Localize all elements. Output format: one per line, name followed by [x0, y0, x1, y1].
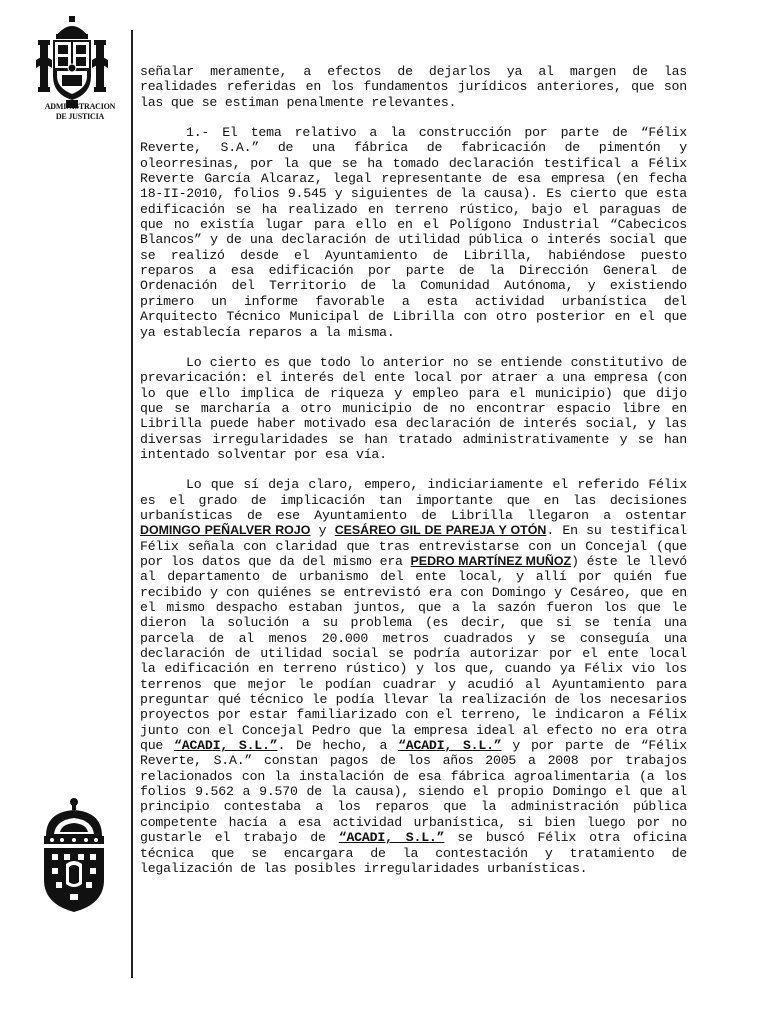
paragraph-3-text-4: ) éste le llevó al departamento de urbanismo del ente local, y allí por quién fue recibido y con quiénes se entrevistó era con Domingo y Cesáreo, que en el mismo despacho estaban juntos, que a la sazón fueron los que le dieron la solución a su problema (es decir, que si se tenía una parcela de al menos 20.000 metros cuadrados y se conseguía una declaración de utilidad social se podría autorizar por el ente local la edificación en terreno rústico) y los que, cuando ya Félix vio los terrenos que mejor le podían cuadrar y acudió al Ayuntamiento para preguntar qué técnico le podía llevar la realización de los necesarios proyectos por estar familiarizado con el terreno, le indicaron a Félix junto con el Concejal Pedro que la empresa ideal al efecto no era otra que — [140, 553, 687, 754]
paragraph-3-text-6: y por parte de “Félix Reverte, S.A.” constan pagos de los años 2005 a 2008 por trabajos relacionados con la instalación de esa fábrica agroalimentaria (a los folios 9.562 a 9.570 de la causa), siendo el propio Domingo el que al principio contestaba a los reparos que la administración pública competente hacía a esa actividad urbanística, si bien luego por no gustarle el trabajo de — [140, 738, 687, 846]
agency-label — [32, 102, 128, 122]
paragraph-3-text-3: . En su testifical Félix señala con claridad que tras entrevistarse con un Concejal (que por los datos que da del mismo era — [140, 523, 688, 569]
paragraph-3 — [140, 477, 687, 876]
crown-coat-of-arms-icon — [40, 796, 108, 914]
person-name-domingo: DOMINGO PEÑALVER ROJO — [140, 523, 311, 538]
person-name-cesareo: CESÁREO GIL DE PAREJA Y OTÓN — [334, 523, 547, 538]
person-name-pedro: PEDRO MARTÍNEZ MUÑOZ — [410, 553, 572, 568]
paragraph-3-text-2: y — [310, 523, 335, 539]
paragraph-2: Lo cierto es que todo lo anterior no se entiende constitutivo de prevaricación: el interés del ente local por atraer a una empresa (con lo que ello implica de riqueza y empleo para el municipio) que dijo que se marcharía a otro municipio de no encontrar espacio libre en Librilla puede haber motivado esa declaración de interés social, y las diversas irregularidades se han tratado administrativamente y se han intentado solventar por esa vía. — [140, 354, 687, 462]
company-name-acadi-1: “ACADI, S.L.” — [174, 738, 278, 754]
document-body — [140, 64, 687, 891]
paragraph-3-text-1: Lo que sí deja claro, empero, indiciariamente el referido Félix es el grado de implicación tan importante que en las decisiones urbanísticas de ese Ayuntamiento de Librilla llegaron a ostentar — [140, 477, 687, 523]
paragraph-3-text-7: se buscó Félix otra oficina técnica que se encargara de la contestación y tratamiento de legalización de las posibles irregularidades urbanísticas. — [140, 830, 687, 876]
paragraph-intro: señalar meramente, a efectos de dejarlos ya al margen de las realidades referidas en los fundamentos jurídicos anteriores, que son las que se estiman penalmente relevantes. — [140, 64, 687, 110]
company-name-acadi-2: “ACADI, S.L.” — [398, 738, 502, 754]
agency-label-line1: ADMINISTRACION — [44, 102, 116, 111]
company-name-acadi-3: “ACADI, S.L.” — [338, 830, 445, 846]
agency-label-line2: DE JUSTICIA — [55, 112, 105, 121]
margin-rule — [131, 30, 133, 978]
spanish-coat-of-arms-icon — [36, 14, 108, 110]
paragraph-3-text-5: . De hecho, a — [277, 738, 399, 754]
paragraph-1: 1.- El tema relativo a la construcción por parte de “Félix Reverte, S.A.” de una fábrica de fabricación de pimentón y oleorresinas, por la que se ha tomado declaración testifical a Félix Reverte García Alcaraz, legal representante de esa empresa (en fecha 18-II-2010, folios 9.545 y siguientes de la causa). Es cierto que esta edificación se ha realizado en terreno rústico, bajo el paraguas de que no existía lugar para ello en el Polígono Industrial “Cabecicos Blancos” y de una declaración de utilidad pública o interés social que se realizó desde el Ayuntamiento de Librilla, habiéndose puesto reparos a esa edificación por parte de la Dirección General de Ordenación del Territorio de la Comunidad Autónoma, y existiendo primero un informe favorable a esta actividad urbanística del Arquitecto Técnico Municipal de Librilla con otro posterior en el que ya establecía reparos a la misma. — [140, 125, 687, 340]
